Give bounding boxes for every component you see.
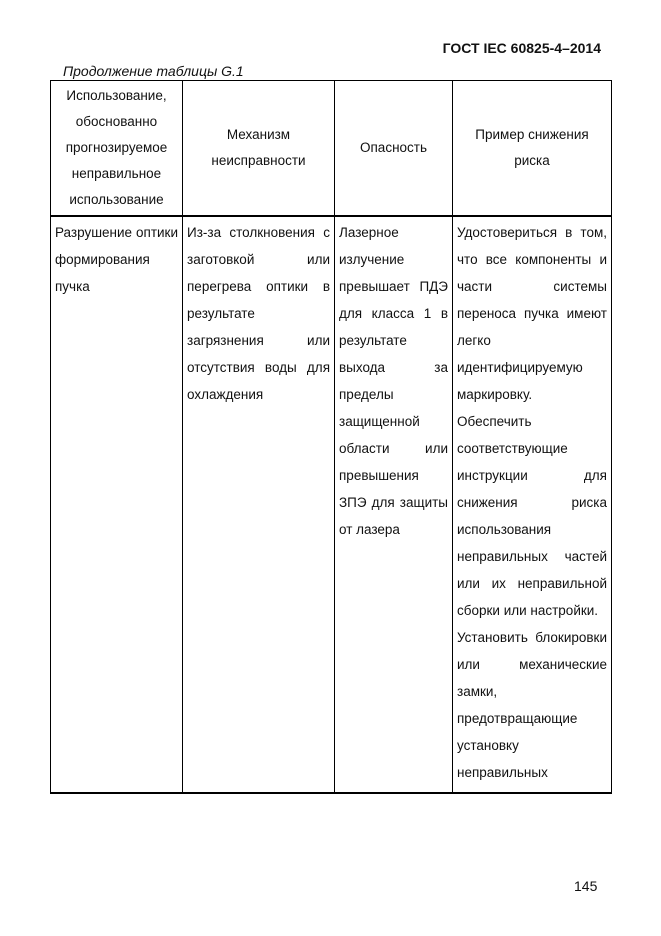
mitigation-paragraph: Обеспечить соответствующие инструкции для снижения риска использования неправильных частей или их неправильной сборки или настройки. [457,414,607,618]
column-header-hazard: Опасность [335,81,453,217]
mitigation-paragraph: Удостовериться в том, что все компоненты и части системы переноса пучка имеют легко идентифицируемую маркировку. [457,225,607,402]
table-header-row [51,81,612,217]
column-header-use: Использование, обоснованно прогнозируемое неправильное использование [51,81,183,217]
column-header-mitigation: Пример снижения риска [453,81,612,217]
cell-mechanism: Из-за столкновения с заготовкой или перегрева оптики в результате загрязнения или отсутствия воды для охлаждения [183,216,335,793]
page-number: 145 [574,878,598,894]
cell-use: Разрушение оптики формирования пучка [51,216,183,793]
standard-header: ГОСТ IEC 60825-4–2014 [442,40,601,56]
column-header-mechanism: Механизм неисправности [183,81,335,217]
hazard-table [50,80,612,794]
table-row [51,216,612,793]
table-caption: Продолжение таблицы G.1 [63,63,244,79]
mitigation-paragraph: Установить блокировки или механические замки, предотвращающие установку неправильных [457,630,607,780]
cell-mitigation [453,216,612,793]
cell-hazard: Лазерное излучение превышает ПДЭ для класса 1 в результате выхода за пределы защищенной области или превышения ЗПЭ для защиты от лазера [335,216,453,793]
